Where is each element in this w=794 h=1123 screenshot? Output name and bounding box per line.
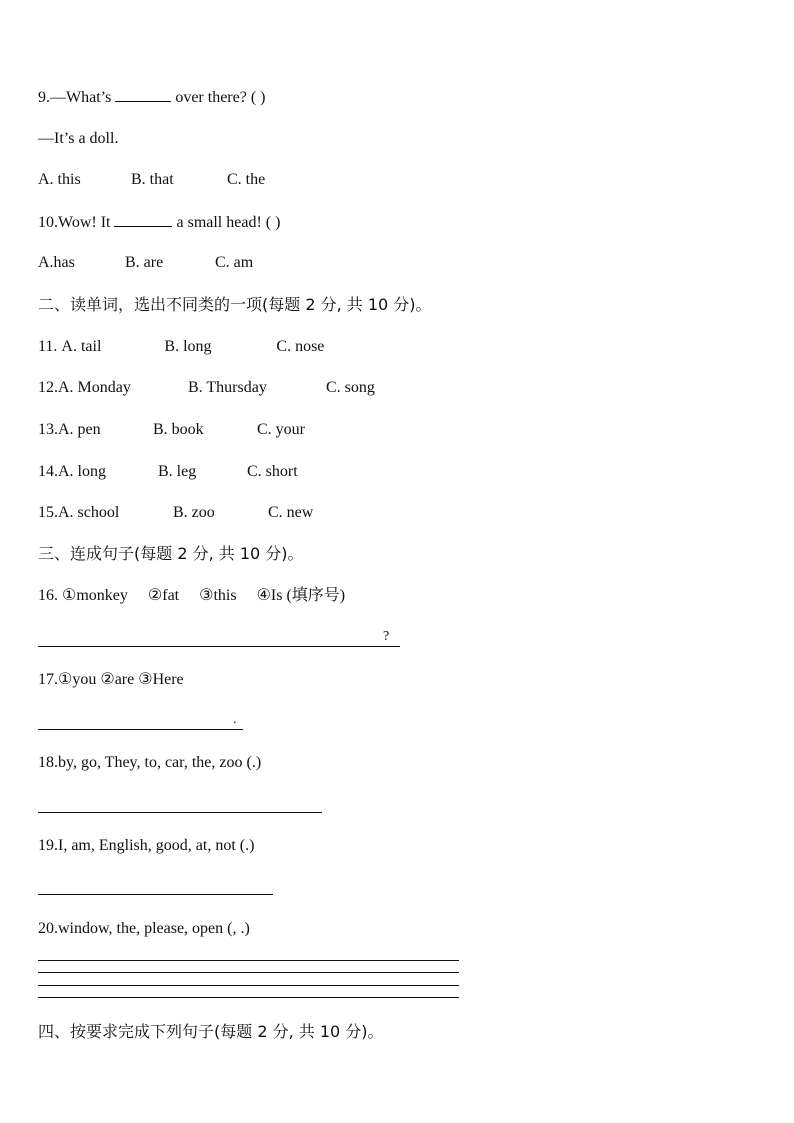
q20-answer-line-3[interactable] xyxy=(38,985,459,986)
question-14 xyxy=(38,462,298,482)
q10-option-a: A.has xyxy=(38,254,75,271)
q9-blank[interactable] xyxy=(115,87,171,102)
q10-options xyxy=(38,253,253,273)
q10-prefix: 10.Wow! It xyxy=(38,214,115,231)
question-18: 18.by, go, They, to, car, the, zoo (.) xyxy=(38,754,262,771)
question-12 xyxy=(38,378,375,398)
q11-option-a: A. tail xyxy=(61,338,102,355)
q11-number: 11. xyxy=(38,338,62,355)
q15-number: 15. xyxy=(38,504,58,521)
q9-option-c: C. the xyxy=(227,171,266,188)
question-9 xyxy=(38,87,266,108)
section-2-heading: 二、读单词，选出不同类的一项(每题 2 分, 共 10 分)。 xyxy=(38,295,432,314)
q15-option-c: C. new xyxy=(268,504,314,521)
question-20: 20.window, the, please, open (, .) xyxy=(38,920,250,937)
q12-option-a: A. Monday xyxy=(58,379,131,396)
q13-option-a: A. pen xyxy=(58,421,101,438)
question-17: 17.①you ②are ③Here xyxy=(38,671,184,688)
q16-question-mark: ? xyxy=(383,629,390,644)
q9-options xyxy=(38,170,265,190)
q9-option-a: A. this xyxy=(38,171,81,188)
q12-option-b: B. Thursday xyxy=(188,379,267,396)
q17-answer-line[interactable] xyxy=(38,729,243,730)
q9-option-b: B. that xyxy=(131,171,174,188)
q12-number: 12. xyxy=(38,379,58,396)
q15-option-b: B. zoo xyxy=(173,504,215,521)
q17-period: . xyxy=(233,712,237,727)
q14-option-b: B. leg xyxy=(158,463,197,480)
q18-answer-line[interactable] xyxy=(38,812,322,813)
q20-answer-line-1[interactable] xyxy=(38,960,459,961)
q9-prefix: 9.—What’s xyxy=(38,89,116,106)
q10-option-b: B. are xyxy=(125,254,164,271)
q13-number: 13. xyxy=(38,421,58,438)
q10-blank[interactable] xyxy=(114,212,172,227)
q9-reply: —It’s a doll. xyxy=(38,130,119,147)
q13-option-c: C. your xyxy=(257,421,305,438)
question-10 xyxy=(38,212,280,233)
q12-option-c: C. song xyxy=(326,379,375,396)
q15-option-a: A. school xyxy=(58,504,120,521)
q14-number: 14. xyxy=(38,463,58,480)
q10-suffix: a small head! ( ) xyxy=(172,214,281,231)
q16-answer-line[interactable] xyxy=(38,646,400,647)
section-3-heading: 三、连成句子(每题 2 分, 共 10 分)。 xyxy=(38,544,304,563)
q20-answer-line-2[interactable] xyxy=(38,972,459,973)
q14-option-c: C. short xyxy=(247,463,298,480)
q20-answer-line-4[interactable] xyxy=(38,997,459,998)
question-13 xyxy=(38,420,305,440)
question-16: 16. ①monkey ②fat ③this ④Is (填序号) xyxy=(38,587,346,604)
section-4-heading: 四、按要求完成下列句子(每题 2 分, 共 10 分)。 xyxy=(38,1022,384,1041)
question-19: 19.I, am, English, good, at, not (.) xyxy=(38,837,255,854)
q9-suffix: over there? ( ) xyxy=(171,89,266,106)
q11-option-b: B. long xyxy=(164,338,212,355)
q13-option-b: B. book xyxy=(153,421,204,438)
q11-option-c: C. nose xyxy=(276,338,325,355)
q14-option-a: A. long xyxy=(58,463,106,480)
q10-option-c: C. am xyxy=(215,254,254,271)
question-11 xyxy=(38,337,324,357)
question-15 xyxy=(38,503,313,523)
q19-answer-line[interactable] xyxy=(38,894,273,895)
